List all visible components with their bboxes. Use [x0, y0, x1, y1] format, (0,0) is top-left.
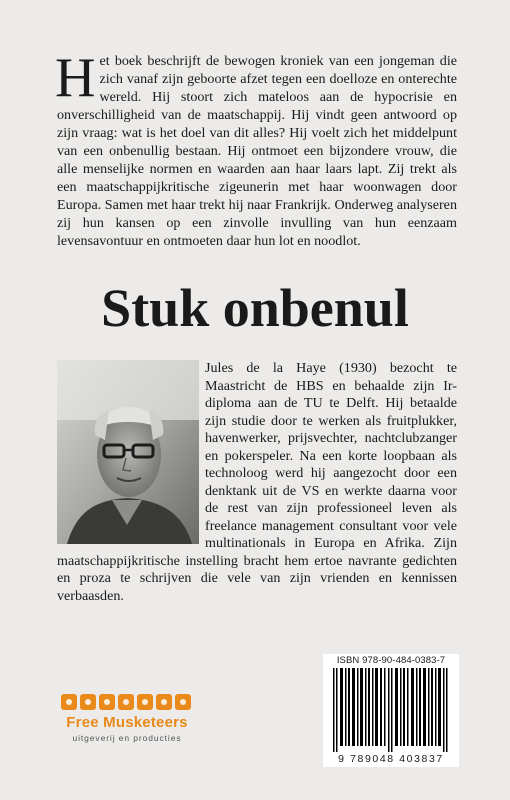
author-bio-text: Jules de la Haye (1930) bezocht te Maastricht de HBS en behaalde zijn Ir-diploma aan de TU te Delft. Hij betaalde zijn studie door te werken als fruitplukker, havenwerker, prijsvechter, nachtclubzanger en pokerspeler. Na een korte loopbaan als technoloog werd hij aangezocht door een denktank uit de VS en werkte daarna voor de rest van zijn professioneel leven als freelance management consultant voor vele multinationals in Europa en Afrika. Zijn maatschappijkritische instelling bracht hem ertoe navrante gedichten en proza te schrijven die vele van zijn vrienden en kennissen verbaasden.: [57, 360, 457, 604]
book-title: Stuk onbenul: [101, 278, 409, 338]
author-bio: [57, 360, 457, 605]
barcode-number: 9 789048 403837: [338, 753, 444, 765]
isbn-barcode: [323, 654, 459, 767]
publisher-tagline: uitgeverij en producties: [72, 733, 182, 743]
publisher-logo: [52, 690, 202, 750]
photo-float-spacer: [57, 360, 205, 548]
publisher-name: Free Musketeers: [66, 714, 188, 731]
blurb-text: et boek beschrijft de bewogen kroniek van een jongeman die zich vanaf zijn geboorte afzet tegen een doelloze en onterechte wereld. Hij stoort zich mateloos aan de hypocrisie en onverschilligheid van de maatschappij. Hij vindt geen antwoord op zijn vraag: wat is het doel van dit alles? Hij voelt zich het middelpunt van een onbenullig bestaan. Hij ontmoet een bijzondere vrouw, die alle menselijke normen en waarden aan haar laars lapt. Zij trekt als een maatschappijkritische zigeunerin met haar woonwagen door Europa. Samen met haar trekt hij naar Frankrijk. Onderweg analyseren zij hun kansen op een zinvolle invulling van hun eenzaam levensavontuur en ontmoeten daar hun lot en noodlot.: [57, 53, 457, 249]
isbn-label: ISBN 978-90-484-0383-7: [336, 655, 446, 666]
barcode-icon: [327, 668, 455, 752]
musketeer-hats-icon: [59, 690, 195, 712]
drop-cap: H: [55, 47, 96, 109]
back-cover-blurb: [55, 47, 457, 250]
